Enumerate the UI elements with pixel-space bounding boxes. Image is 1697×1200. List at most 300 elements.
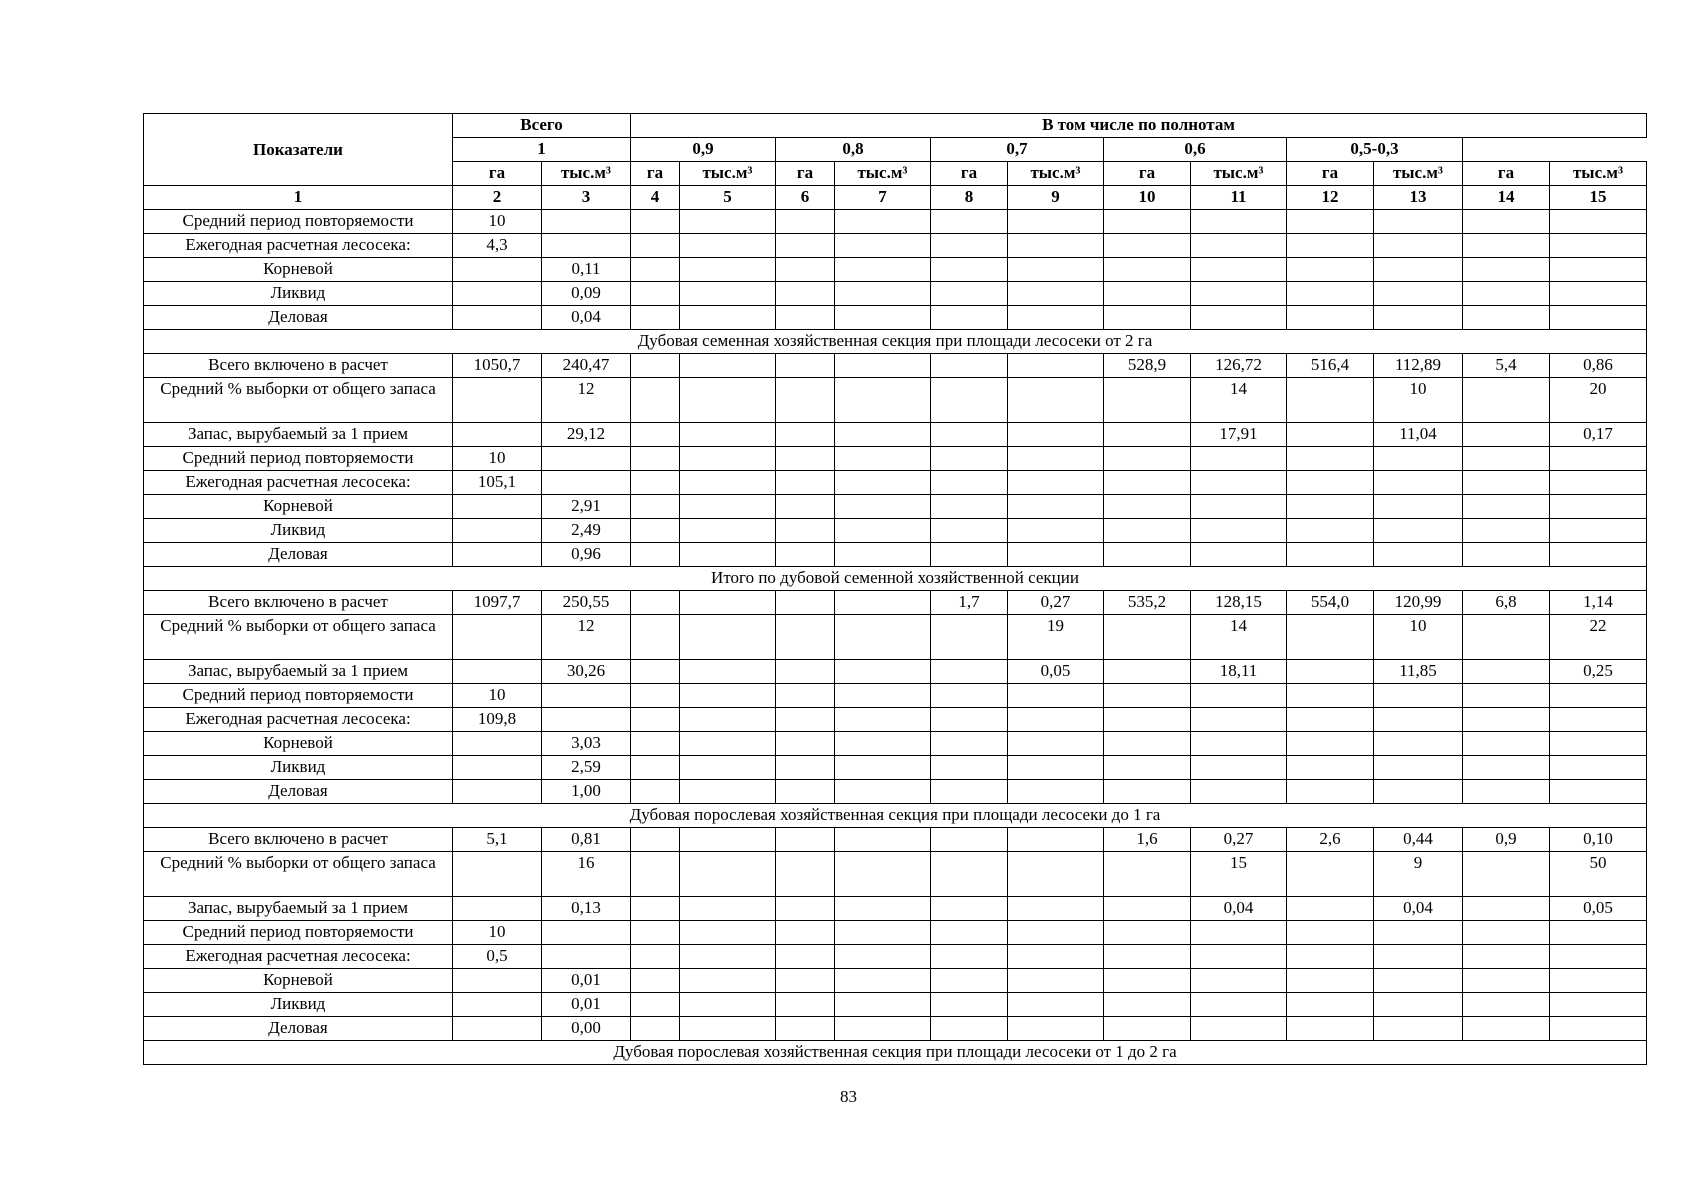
unit-ha-header: га xyxy=(1287,162,1374,186)
table-cell xyxy=(680,234,776,258)
table-cell xyxy=(1374,519,1463,543)
table-cell: 126,72 xyxy=(1191,354,1287,378)
table-cell xyxy=(1008,423,1104,447)
table-cell xyxy=(1374,945,1463,969)
section-row xyxy=(144,804,1647,828)
section-title: Итого по дубовой семенной хозяйственной секции xyxy=(144,567,1647,591)
table-cell xyxy=(835,993,931,1017)
table-cell xyxy=(631,660,680,684)
table-cell: 0,17 xyxy=(1550,423,1647,447)
table-cell xyxy=(1104,921,1191,945)
table-cell: 12 xyxy=(542,378,631,423)
table-cell: 528,9 xyxy=(1104,354,1191,378)
table-cell xyxy=(835,423,931,447)
table-cell xyxy=(1104,210,1191,234)
row-label: Корневой xyxy=(144,969,453,993)
table-cell: 516,4 xyxy=(1287,354,1374,378)
table-cell xyxy=(1008,780,1104,804)
column-number: 14 xyxy=(1463,186,1550,210)
table-cell xyxy=(453,306,542,330)
table-cell xyxy=(776,921,835,945)
row-label: Ликвид xyxy=(144,993,453,1017)
table-cell xyxy=(931,852,1008,897)
table-cell: 0,04 xyxy=(1374,897,1463,921)
table-cell xyxy=(631,447,680,471)
table-cell xyxy=(776,780,835,804)
table-row xyxy=(144,684,1647,708)
table-cell xyxy=(1287,660,1374,684)
table-cell xyxy=(835,306,931,330)
table-cell xyxy=(835,897,931,921)
table-cell xyxy=(776,447,835,471)
table-cell xyxy=(1463,969,1550,993)
table-cell xyxy=(1104,780,1191,804)
table-cell: 0,5 xyxy=(453,945,542,969)
table-cell: 0,86 xyxy=(1550,354,1647,378)
unit-ha-header: га xyxy=(931,162,1008,186)
table-cell xyxy=(931,684,1008,708)
indicators-header: Показатели xyxy=(144,114,453,186)
table-cell xyxy=(631,306,680,330)
table-cell xyxy=(1463,756,1550,780)
table-cell: 14 xyxy=(1191,378,1287,423)
table-cell xyxy=(1374,732,1463,756)
table-cell xyxy=(1463,615,1550,660)
table-cell xyxy=(776,306,835,330)
table-cell xyxy=(835,234,931,258)
table-cell xyxy=(1104,969,1191,993)
table-cell xyxy=(1463,732,1550,756)
table-cell xyxy=(453,495,542,519)
table-cell xyxy=(1104,684,1191,708)
table-cell xyxy=(1550,519,1647,543)
table-cell xyxy=(680,1017,776,1041)
table-cell xyxy=(680,423,776,447)
table-cell xyxy=(931,660,1008,684)
row-label: Ликвид xyxy=(144,282,453,306)
table-cell xyxy=(1287,282,1374,306)
table-cell xyxy=(835,210,931,234)
table-row xyxy=(144,306,1647,330)
unit-ha-header: га xyxy=(453,162,542,186)
table-cell xyxy=(631,945,680,969)
row-label: Корневой xyxy=(144,258,453,282)
table-cell xyxy=(1287,993,1374,1017)
table-cell xyxy=(1287,210,1374,234)
table-cell xyxy=(1191,495,1287,519)
table-cell xyxy=(1104,495,1191,519)
table-cell: 0,09 xyxy=(542,282,631,306)
table-cell xyxy=(680,780,776,804)
table-row xyxy=(144,756,1647,780)
table-cell xyxy=(931,234,1008,258)
table-cell xyxy=(835,471,931,495)
table-cell xyxy=(680,519,776,543)
table-cell xyxy=(680,945,776,969)
table-cell xyxy=(680,306,776,330)
row-label: Средний период повторяемости xyxy=(144,447,453,471)
table-cell xyxy=(1287,258,1374,282)
table-cell xyxy=(631,732,680,756)
table-cell xyxy=(1463,258,1550,282)
table-cell xyxy=(631,258,680,282)
table-cell xyxy=(835,921,931,945)
table-row xyxy=(144,732,1647,756)
table-cell xyxy=(776,210,835,234)
table-cell xyxy=(631,708,680,732)
unit-volume-header: тыс.м³ xyxy=(542,162,631,186)
table-cell xyxy=(1191,993,1287,1017)
table-cell xyxy=(776,708,835,732)
unit-volume-header: тыс.м³ xyxy=(1374,162,1463,186)
table-cell: 1050,7 xyxy=(453,354,542,378)
table-cell xyxy=(680,282,776,306)
table-cell xyxy=(1287,471,1374,495)
section-title: Дубовая порослевая хозяйственная секция при площади лесосеки от 1 до 2 га xyxy=(144,1041,1647,1065)
table-cell xyxy=(1008,969,1104,993)
row-label: Средний % выборки от общего запаса xyxy=(144,852,453,897)
table-cell xyxy=(680,447,776,471)
table-cell xyxy=(776,282,835,306)
table-cell xyxy=(1008,306,1104,330)
table-cell xyxy=(931,447,1008,471)
table-cell: 535,2 xyxy=(1104,591,1191,615)
table-cell xyxy=(1463,519,1550,543)
table-cell xyxy=(453,993,542,1017)
table-cell xyxy=(1374,1017,1463,1041)
table-cell xyxy=(1550,993,1647,1017)
table-cell xyxy=(453,897,542,921)
table-row xyxy=(144,354,1647,378)
table-cell xyxy=(776,732,835,756)
table-cell xyxy=(1550,282,1647,306)
table-cell xyxy=(1104,732,1191,756)
column-number: 11 xyxy=(1191,186,1287,210)
table-cell xyxy=(776,615,835,660)
table-cell xyxy=(1191,447,1287,471)
table-row xyxy=(144,258,1647,282)
table-cell xyxy=(1374,234,1463,258)
table-cell xyxy=(931,543,1008,567)
table-cell xyxy=(1374,282,1463,306)
table-cell: 1,6 xyxy=(1104,828,1191,852)
table-row xyxy=(144,660,1647,684)
density-header: 0,9 xyxy=(631,138,776,162)
table-cell: 19 xyxy=(1008,615,1104,660)
table-cell: 2,49 xyxy=(542,519,631,543)
table-cell xyxy=(931,354,1008,378)
table-cell xyxy=(931,378,1008,423)
table-row xyxy=(144,210,1647,234)
row-label: Всего включено в расчет xyxy=(144,354,453,378)
table-cell xyxy=(1104,1017,1191,1041)
table-cell xyxy=(1463,306,1550,330)
row-label: Ежегодная расчетная лесосека: xyxy=(144,471,453,495)
table-cell xyxy=(835,354,931,378)
column-number: 6 xyxy=(776,186,835,210)
table-cell xyxy=(1550,780,1647,804)
table-cell xyxy=(1191,780,1287,804)
table-cell xyxy=(631,756,680,780)
table-cell xyxy=(1287,708,1374,732)
table-cell: 0,00 xyxy=(542,1017,631,1041)
table-cell xyxy=(1463,378,1550,423)
table-cell xyxy=(1008,258,1104,282)
table-cell xyxy=(1374,210,1463,234)
table-cell xyxy=(631,423,680,447)
table-cell xyxy=(835,945,931,969)
table-cell xyxy=(835,258,931,282)
table-cell xyxy=(835,708,931,732)
table-cell xyxy=(1463,210,1550,234)
total-header: Всего xyxy=(453,114,631,138)
table-cell xyxy=(1191,306,1287,330)
table-cell xyxy=(1008,543,1104,567)
table-cell xyxy=(931,897,1008,921)
column-number: 9 xyxy=(1008,186,1104,210)
table-cell xyxy=(542,921,631,945)
table-cell xyxy=(1374,306,1463,330)
table-cell xyxy=(835,282,931,306)
table-cell: 0,27 xyxy=(1008,591,1104,615)
table-cell xyxy=(1550,258,1647,282)
table-cell xyxy=(1374,993,1463,1017)
table-cell xyxy=(1287,447,1374,471)
table-cell xyxy=(1287,897,1374,921)
table-cell: 5,1 xyxy=(453,828,542,852)
table-cell xyxy=(453,282,542,306)
row-label: Всего включено в расчет xyxy=(144,828,453,852)
row-label: Деловая xyxy=(144,543,453,567)
table-cell: 0,01 xyxy=(542,969,631,993)
table-cell xyxy=(680,993,776,1017)
row-label: Ликвид xyxy=(144,519,453,543)
table-cell xyxy=(1463,234,1550,258)
table-cell xyxy=(1463,993,1550,1017)
table-cell xyxy=(1463,684,1550,708)
table-cell xyxy=(680,354,776,378)
table-cell xyxy=(680,852,776,897)
table-cell xyxy=(1104,756,1191,780)
table-cell xyxy=(680,660,776,684)
table-cell xyxy=(680,921,776,945)
table-cell: 10 xyxy=(1374,378,1463,423)
table-cell xyxy=(1191,708,1287,732)
table-cell xyxy=(1550,708,1647,732)
table-cell xyxy=(1008,519,1104,543)
row-label: Запас, вырубаемый за 1 прием xyxy=(144,423,453,447)
table-cell xyxy=(776,945,835,969)
table-cell xyxy=(1287,969,1374,993)
table-cell xyxy=(931,732,1008,756)
table-cell xyxy=(776,471,835,495)
row-label: Средний период повторяемости xyxy=(144,684,453,708)
row-label: Средний % выборки от общего запаса xyxy=(144,615,453,660)
row-label: Деловая xyxy=(144,1017,453,1041)
table-cell xyxy=(680,543,776,567)
table-cell: 11,04 xyxy=(1374,423,1463,447)
table-cell: 1,7 xyxy=(931,591,1008,615)
table-cell xyxy=(931,945,1008,969)
row-label: Средний период повторяемости xyxy=(144,210,453,234)
table-cell xyxy=(1463,945,1550,969)
table-cell xyxy=(680,495,776,519)
table-cell xyxy=(1463,921,1550,945)
table-cell xyxy=(835,543,931,567)
table-cell xyxy=(631,495,680,519)
table-cell xyxy=(1008,282,1104,306)
table-cell xyxy=(1104,447,1191,471)
table-cell xyxy=(1191,732,1287,756)
table-cell xyxy=(931,306,1008,330)
section-row xyxy=(144,1041,1647,1065)
table-cell: 0,9 xyxy=(1463,828,1550,852)
table-cell xyxy=(1463,852,1550,897)
table-cell xyxy=(1008,828,1104,852)
table-cell xyxy=(1374,495,1463,519)
table-cell xyxy=(1287,543,1374,567)
table-cell xyxy=(776,519,835,543)
table-cell xyxy=(1008,354,1104,378)
table-cell xyxy=(776,993,835,1017)
table-cell: 120,99 xyxy=(1374,591,1463,615)
table-cell xyxy=(835,828,931,852)
table-cell xyxy=(631,897,680,921)
table-cell xyxy=(1463,495,1550,519)
table-row xyxy=(144,519,1647,543)
table-cell xyxy=(1287,615,1374,660)
table-cell xyxy=(931,210,1008,234)
table-cell xyxy=(1104,945,1191,969)
table-cell xyxy=(835,732,931,756)
table-cell xyxy=(1287,234,1374,258)
table-cell xyxy=(631,828,680,852)
table-cell: 6,8 xyxy=(1463,591,1550,615)
table-cell: 2,6 xyxy=(1287,828,1374,852)
table-cell xyxy=(542,945,631,969)
unit-ha-header: га xyxy=(631,162,680,186)
table-cell xyxy=(1008,495,1104,519)
table-cell: 11,85 xyxy=(1374,660,1463,684)
table-cell xyxy=(835,684,931,708)
table-cell xyxy=(1287,306,1374,330)
table-cell: 112,89 xyxy=(1374,354,1463,378)
table-cell xyxy=(631,969,680,993)
table-cell xyxy=(1287,945,1374,969)
table-cell xyxy=(835,660,931,684)
page-number: 83 xyxy=(840,1087,857,1106)
unit-ha-header: га xyxy=(1104,162,1191,186)
table-row xyxy=(144,945,1647,969)
table-cell xyxy=(1008,234,1104,258)
table-cell xyxy=(1008,732,1104,756)
table-header xyxy=(144,114,1647,210)
table-cell xyxy=(542,447,631,471)
table-cell: 0,25 xyxy=(1550,660,1647,684)
table-cell xyxy=(1008,684,1104,708)
unit-volume-header: тыс.м³ xyxy=(680,162,776,186)
table-cell xyxy=(776,354,835,378)
table-cell xyxy=(1191,543,1287,567)
table-cell xyxy=(1104,660,1191,684)
table-cell: 250,55 xyxy=(542,591,631,615)
table-cell xyxy=(680,591,776,615)
table-cell xyxy=(1550,471,1647,495)
table-cell: 0,13 xyxy=(542,897,631,921)
table-cell: 1,00 xyxy=(542,780,631,804)
table-cell xyxy=(1191,258,1287,282)
column-number: 15 xyxy=(1550,186,1647,210)
section-title: Дубовая порослевая хозяйственная секция при площади лесосеки до 1 га xyxy=(144,804,1647,828)
table-cell xyxy=(835,447,931,471)
table-row xyxy=(144,852,1647,897)
table-cell: 0,44 xyxy=(1374,828,1463,852)
table-cell: 0,05 xyxy=(1550,897,1647,921)
table-cell xyxy=(453,1017,542,1041)
table-cell xyxy=(1463,543,1550,567)
table-row xyxy=(144,1017,1647,1041)
table-cell xyxy=(680,969,776,993)
table-cell xyxy=(453,519,542,543)
table-cell: 30,26 xyxy=(542,660,631,684)
table-cell xyxy=(680,828,776,852)
column-number: 7 xyxy=(835,186,931,210)
table-cell xyxy=(1008,993,1104,1017)
table-cell xyxy=(1287,756,1374,780)
table-cell xyxy=(680,378,776,423)
table-cell xyxy=(1463,282,1550,306)
table-cell: 0,96 xyxy=(542,543,631,567)
table-cell xyxy=(1104,993,1191,1017)
table-cell xyxy=(1008,447,1104,471)
table-cell xyxy=(1463,447,1550,471)
table-row xyxy=(144,591,1647,615)
table-cell xyxy=(631,543,680,567)
table-cell xyxy=(1374,543,1463,567)
table-cell xyxy=(776,423,835,447)
table-cell xyxy=(1550,1017,1647,1041)
table-cell xyxy=(1374,684,1463,708)
table-cell xyxy=(453,660,542,684)
table-cell xyxy=(1287,519,1374,543)
table-cell xyxy=(453,780,542,804)
table-cell xyxy=(1191,756,1287,780)
table-cell xyxy=(1374,447,1463,471)
table-cell: 0,04 xyxy=(542,306,631,330)
table-cell xyxy=(1287,732,1374,756)
table-cell: 2,91 xyxy=(542,495,631,519)
by-density-header: В том числе по полнотам xyxy=(631,114,1647,138)
table-cell xyxy=(776,495,835,519)
unit-volume-header: тыс.м³ xyxy=(1191,162,1287,186)
table-cell xyxy=(1550,495,1647,519)
table-cell xyxy=(1550,210,1647,234)
table-cell xyxy=(631,993,680,1017)
column-number: 10 xyxy=(1104,186,1191,210)
forest-cutting-table xyxy=(143,113,1647,1065)
table-cell xyxy=(680,684,776,708)
table-cell xyxy=(453,852,542,897)
table-cell: 14 xyxy=(1191,615,1287,660)
table-cell xyxy=(453,615,542,660)
table-row xyxy=(144,993,1647,1017)
row-label: Ежегодная расчетная лесосека: xyxy=(144,234,453,258)
column-number: 2 xyxy=(453,186,542,210)
table-cell: 17,91 xyxy=(1191,423,1287,447)
table-row xyxy=(144,543,1647,567)
table-cell xyxy=(776,1017,835,1041)
unit-ha-header: га xyxy=(776,162,835,186)
